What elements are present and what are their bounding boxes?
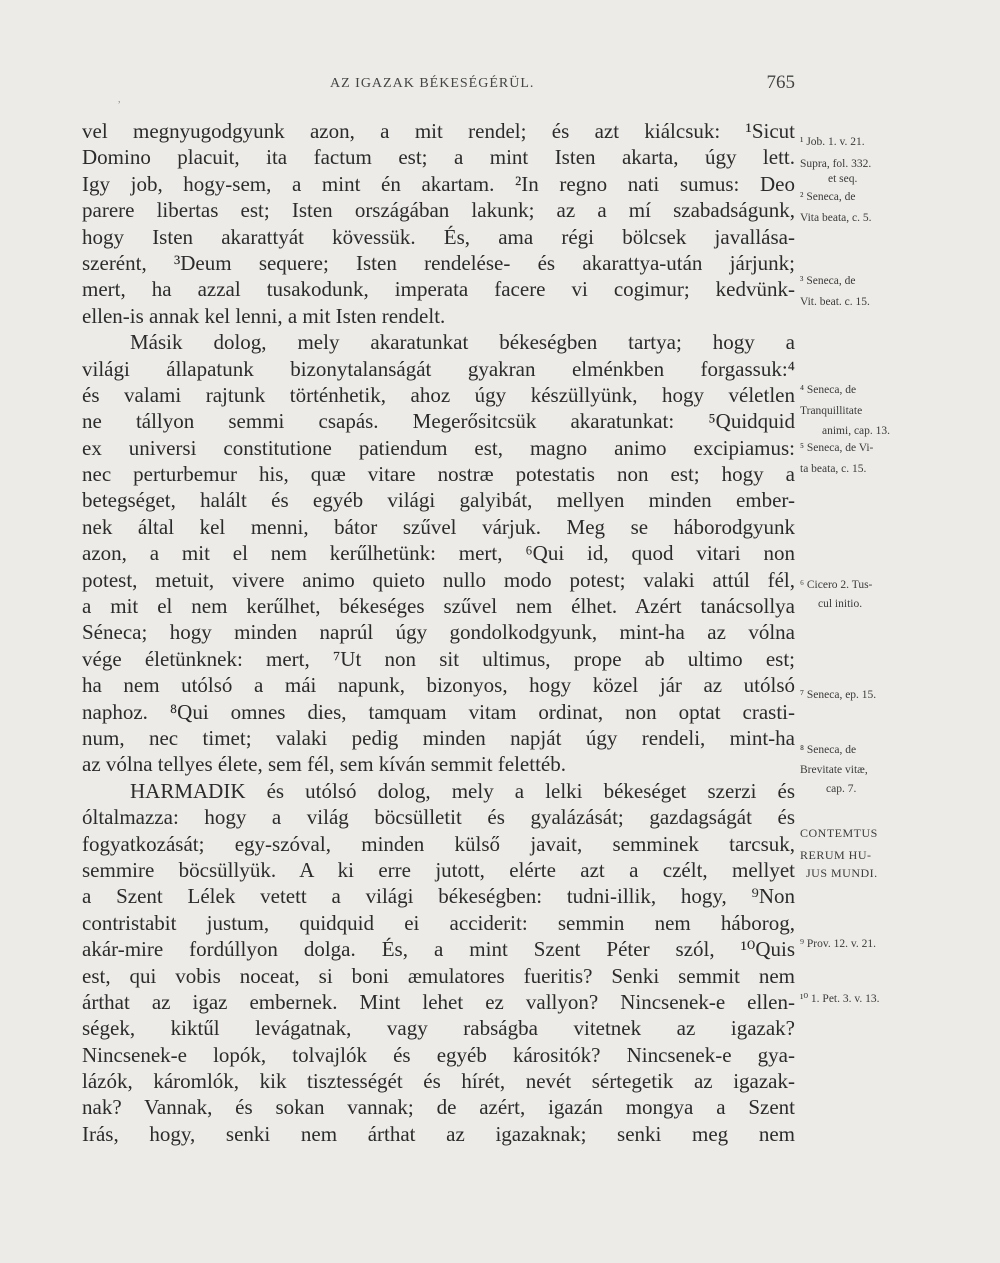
margin-note: ¹ Job. 1. v. 21.	[800, 136, 865, 148]
text-line: ex universi constitutione patiendum est, magno animo excipiamus:	[82, 435, 795, 460]
margin-note: ⁶ Cicero 2. Tus-	[800, 579, 873, 591]
text-line: nek által kel menni, bátor szűvel várjuk. Meg se háborodgyunk	[82, 514, 795, 539]
text-line: naphoz. ⁸Qui omnes dies, tamquam vitam ordinat, non optat crasti-	[82, 699, 795, 724]
margin-note: ⁵ Seneca, de Vi-	[800, 442, 874, 454]
margin-note: Supra, fol. 332.	[800, 158, 872, 170]
margin-note: Vit. beat. c. 15.	[800, 296, 870, 308]
margin-note: et seq.	[828, 173, 858, 185]
margin-note: ⁴ Seneca, de	[800, 384, 857, 396]
page-number: 765	[766, 72, 795, 93]
margin-note: ⁹ Prov. 12. v. 21.	[800, 938, 876, 950]
text-line: ellen-is annak kel lenni, a mit Isten rendelt.	[82, 303, 446, 328]
margin-note: cap. 7.	[826, 783, 857, 795]
text-line: HARMADIK és utólsó dolog, mely a lelki békeséget szerzi és	[130, 778, 795, 803]
margin-note: Vita beata, c. 5.	[800, 212, 872, 224]
text-line: árthat az igaz embernek. Mint lehet ez vallyon? Nincsenek-e ellen-	[82, 989, 795, 1014]
text-line: ne tállyon semmi csapás. Megerősitcsük akaratunkat: ⁵Quidquid	[82, 409, 795, 434]
text-line: fogyatkozását; egy-szóval, minden külső javait, semminek tarcsuk,	[82, 831, 795, 856]
text-line: hogy Isten akarattyát kövessük. És, ama régi bölcsek javallása-	[82, 224, 795, 249]
margin-note: ² Seneca, de	[800, 191, 856, 203]
text-line: lázók, káromlók, kik tisztességét és hírét, nevét sértegetik az igazak-	[82, 1069, 795, 1094]
text-line: azon, a mit el nem kerűlhetünk: mert, ⁶Qui id, quod vitari non	[82, 541, 795, 566]
stray-mark: ,	[118, 94, 121, 105]
margin-note: Tranquillitate	[800, 405, 863, 417]
text-line: vel megnyugodgyunk azon, a mit rendel; és azt kiálcsuk: ¹Sicut	[82, 119, 795, 143]
text-line: az vólna tellyes élete, sem fél, sem kíván semmit felettéb.	[82, 752, 566, 777]
text-line: a Szent Lélek vetett a világi békeségben: tudni-illik, hogy, ⁹Non	[82, 884, 795, 909]
text-line: nec perturbemur his, quæ vitare nostræ potestatis non est; hogy a	[82, 462, 795, 487]
text-line: semmire böcsüllyük. A ki erre jutott, elérte azt a czélt, mellyet	[82, 857, 795, 882]
text-line: Másik dolog, mely akaratunkat békeségben tartya; hogy a	[130, 330, 795, 355]
margin-note: ¹⁰ 1. Pet. 3. v. 13.	[800, 993, 880, 1005]
text-line: nak? Vannak, és sokan vannak; de azért, igazán mongya a Szent	[82, 1095, 795, 1120]
text-line: num, nec timet; valaki pedig minden napját úgy rendeli, mint-ha	[82, 725, 795, 750]
margin-note: ⁸ Seneca, de	[800, 744, 857, 756]
text-line: Igy job, hogy-sem, a mint én akartam. ²In regno nati sumus: Deo	[82, 171, 795, 196]
text-line: vége életünknek: mert, ⁷Ut non sit ultimus, prope ab ultimo est;	[82, 646, 795, 671]
text-line: akár-mire fordúllyon dolga. És, a mint Szent Péter szól, ¹⁰Quis	[82, 937, 795, 962]
text-line: contristabit justum, quidquid ei acciderit: semmin nem háborog,	[82, 910, 795, 935]
margin-note: ⁷ Seneca, ep. 15.	[800, 689, 877, 701]
text-line: óltalmazza: hogy a világ böcsülletit és gyalázását; gazdagságát és	[82, 805, 795, 830]
text-line: Nincsenek-e lopók, tolvajlók és egyéb kárositók? Nincsenek-e gya-	[82, 1042, 795, 1067]
text-line: mert, ha azzal tusakodunk, imperata facere vi cogimur; kedvünk-	[82, 277, 795, 302]
text-line: Séneca; hogy minden naprúl úgy gondolkodgyunk, mint-ha az vólna	[82, 620, 795, 645]
text-line: Domino placuit, ita factum est; a mint Isten akarta, úgy lett.	[82, 145, 795, 170]
text-line: parere libertas est; Isten országában lakunk; az a mí szabadságunk,	[82, 198, 795, 223]
text-line: Irás, hogy, senki nem árthat az igazaknak; senki meg nem	[82, 1121, 795, 1146]
text-line: és valami rajtunk történhetik, ahoz úgy készüllyünk, hogy véletlen	[82, 382, 795, 407]
margin-note: cul initio.	[818, 598, 863, 610]
text-line: est, qui vobis noceat, si boni æmulatores fueritis? Senki semmit nem	[82, 963, 795, 988]
margin-note: Brevitate vitæ,	[800, 764, 868, 776]
margin-heading: JUS MUNDI.	[806, 866, 878, 880]
text-line: szerént, ³Deum sequere; Isten rendelése- és akarattya-után járjunk;	[82, 250, 795, 275]
running-title: AZ IGAZAK BÉKESÉGÉRÜL.	[330, 76, 535, 91]
text-line: a mit el nem kerűlhet, békeséges szűvel nem élhet. Azért tanácsollya	[82, 594, 795, 619]
margin-note: ta beata, c. 15.	[800, 463, 867, 475]
margin-heading: RERUM HU-	[800, 848, 872, 862]
text-line: ha nem utólsó a mái napunk, bizonyos, hogy közel jár az utólsó	[82, 673, 795, 698]
margin-heading: CONTEMTUS	[800, 826, 878, 840]
margin-note: ³ Seneca, de	[800, 275, 856, 287]
margin-note: animi, cap. 13.	[822, 425, 891, 437]
text-line: ségek, kiktűl levágatnak, vagy rabságba vitetnek az igazak?	[82, 1016, 795, 1041]
text-line: világi állapatunk bizonytalanságát gyakran elménkben forgassuk:⁴	[82, 356, 795, 381]
text-line: betegséget, halált és egyéb világi galyibát, mellyen minden ember-	[82, 488, 795, 513]
text-line: potest, metuit, vivere animo quieto nullo modo potest; valaki attúl fél,	[82, 567, 795, 592]
